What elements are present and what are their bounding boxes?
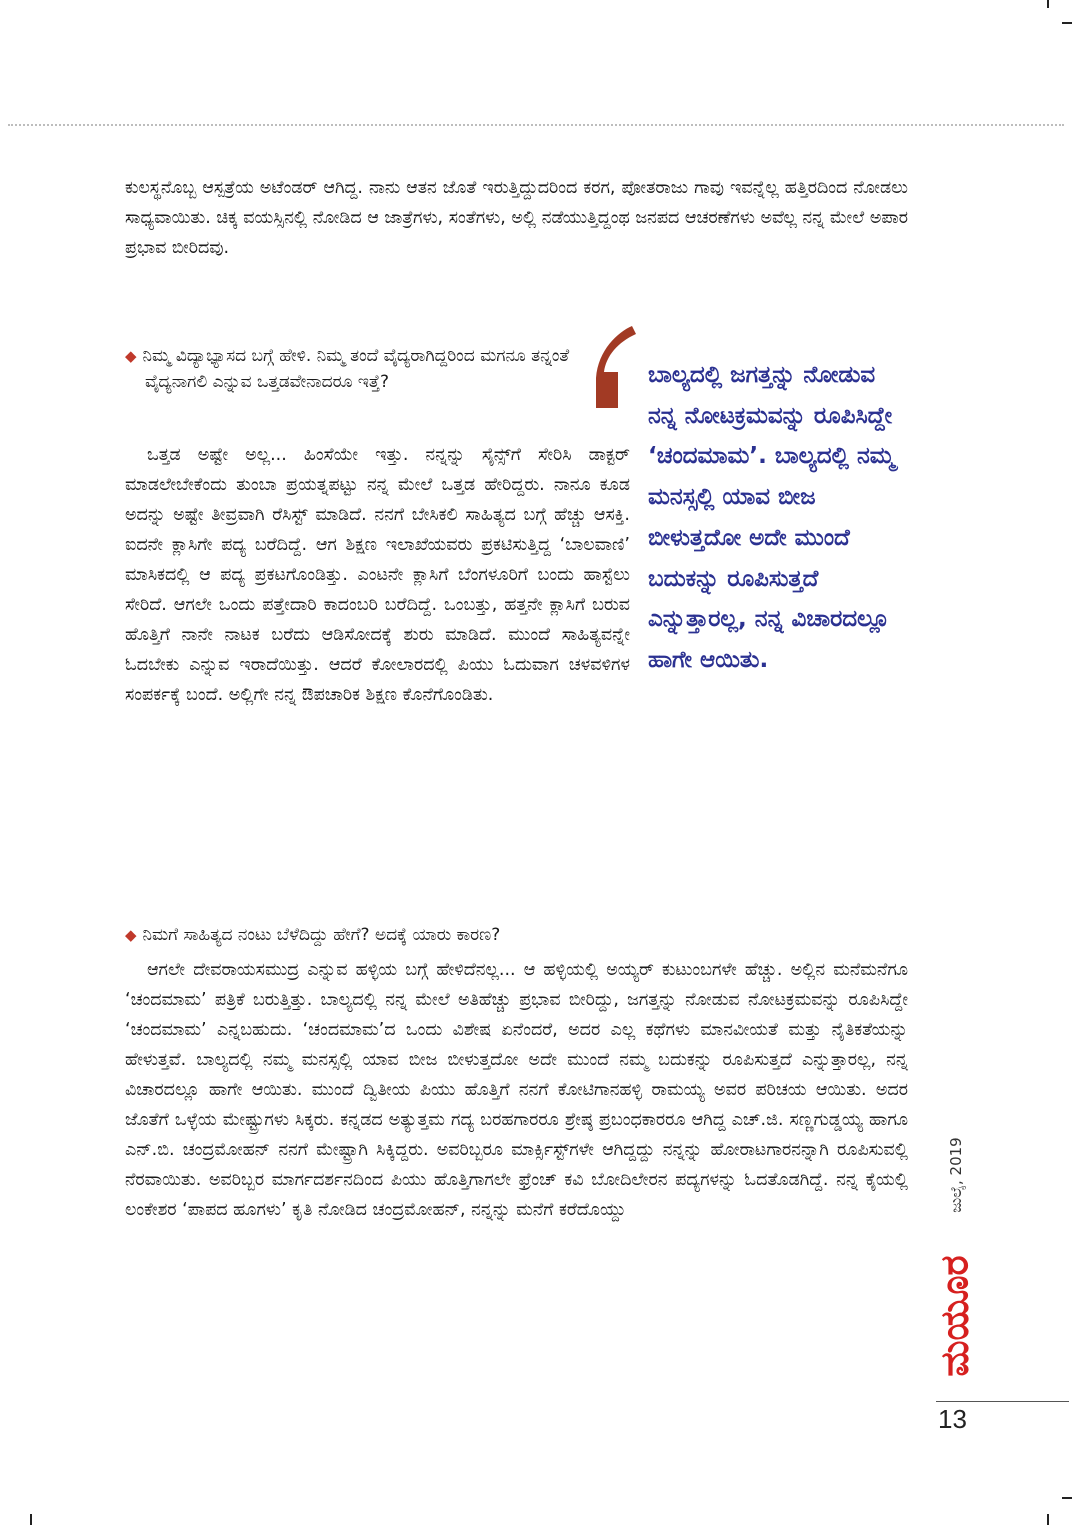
issue-date-text: ಜುಲೈ, 2019 [947,1137,965,1213]
magazine-logo-text: ಮಯೂರ [932,1255,977,1377]
question-1-text: ನಿಮ್ಮ ವಿದ್ಯಾಭ್ಯಾಸದ ಬಗ್ಗೆ ಹೇಳಿ. ನಿಮ್ಮ ತಂದೆ ವೈದ್ಯರಾಗಿದ್ದರಿಂದ ಮಗನೂ ತನ್ನಂತೆ ವೈದ್ಯನಾಗಲಿ ಎನ್ನುವ ಒತ್ತಡವೇನಾದರೂ ಇತ್ತೆ? [142,346,570,392]
crop-mark-bottom-right-vertical [1047,1514,1049,1525]
page-number: 13 [938,1404,967,1434]
crop-mark-bottom [30,1514,32,1525]
question-2-text: ನಿಮಗೆ ಸಾಹಿತ್ಯದ ನಂಟು ಬೆಳೆದಿದ್ದು ಹೇಗೆ? ಅದಕ್ಕೆ ಯಾರು ಕಾರಣ? [142,925,501,945]
crop-mark-bottom-right [1062,1497,1072,1499]
magazine-logo [930,1250,980,1382]
diamond-bullet-icon: ◆ [125,926,137,944]
issue-date [936,1115,976,1235]
answer-2-paragraph: ಆಗಲೇ ದೇವರಾಯಸಮುದ್ರ ಎನ್ನುವ ಹಳ್ಳಿಯ ಬಗ್ಗೆ ಹೇಳಿದೆನಲ್ಲ... ಆ ಹಳ್ಳಿಯಲ್ಲಿ ಅಯ್ಯರ್ ಕುಟುಂಬಗಳೇ ಹೆಚ್ಚು. ಅಲ್ಲಿನ ಮನೆಮನೆಗೂ ‘ಚಂದಮಾಮ’ ಪತ್ರಿಕೆ ಬರುತ್ತಿತ್ತು. ಬಾಲ್ಯದಲ್ಲಿ ನನ್ನ ಮೇಲೆ ಅತಿಹೆಚ್ಚು ಪ್ರಭಾವ ಬೀರಿದ್ದು, ಜಗತ್ತನ್ನು ನೋಡುವ ನೋಟಕ್ರಮವನ್ನು ರೂಪಿಸಿದ್ದೇ ‘ಚಂದಮಾಮ’ ಎನ್ನಬಹುದು. ‘ಚಂದಮಾಮ’ದ ಒಂದು ವಿಶೇಷ ಏನೆಂದರೆ, ಅದರ ಎಲ್ಲ ಕಥೆಗಳು ಮಾನವೀಯತೆ ಮತ್ತು ನೈತಿಕತೆಯನ್ನು ಹೇಳುತ್ತವೆ. ಬಾಲ್ಯದಲ್ಲಿ ನಮ್ಮ ಮನಸ್ಸಲ್ಲಿ ಯಾವ ಬೀಜ ಬೀಳುತ್ತದೋ ಅದೇ ಮುಂದೆ ನಮ್ಮ ಬದುಕನ್ನು ರೂಪಿಸುತ್ತದೆ ಎನ್ನುತ್ತಾರಲ್ಲ, ನನ್ನ ವಿಚಾರದಲ್ಲೂ ಹಾಗೇ ಆಯಿತು. ಮುಂದೆ ದ್ವಿತೀಯ ಪಿಯು ಹೊತ್ತಿಗೆ ನನಗೆ ಕೋಟಿಗಾನಹಳ್ಳಿ ರಾಮಯ್ಯ ಅವರ ಪರಿಚಯ ಆಯಿತು. ಅದರ ಜೊತೆಗೆ ಒಳ್ಳೆಯ ಮೇಷ್ಟ್ರುಗಳು ಸಿಕ್ಕರು. ಕನ್ನಡದ ಅತ್ಯುತ್ತಮ ಗದ್ಯ ಬರಹಗಾರರೂ ಶ್ರೇಷ್ಠ ಪ್ರಬಂಧಕಾರರೂ ಆಗಿದ್ದ ಎಚ್.ಜಿ. ಸಣ್ಣಗುಡ್ಡಯ್ಯ ಹಾಗೂ ಎನ್.ಬಿ. ಚಂದ್ರಮೋಹನ್ ನನಗೆ ಮೇಷ್ಟ್ರಾಗಿ ಸಿಕ್ಕಿದ್ದರು. ಅವರಿಬ್ಬರೂ ಮಾರ್ಕ್ಸಿಸ್ಟ್‌ಗಳೇ ಆಗಿದ್ದದ್ದು ನನ್ನನ್ನು ಹೋರಾಟಗಾರನನ್ನಾಗಿ ರೂಪಿಸುವಲ್ಲಿ ನೆರವಾಯಿತು. ಅವರಿಬ್ಬರ ಮಾರ್ಗದರ್ಶನದಿಂದ ಪಿಯು ಹೊತ್ತಿಗಾಗಲೇ ಫ್ರೆಂಚ್ ಕವಿ ಬೋದಿಲೇರನ ಪದ್ಯಗಳನ್ನು ಓದತೊಡಗಿದ್ದೆ. ನನ್ನ ಕೈಯಲ್ಲಿ ಲಂಕೇಶರ ‘ಪಾಪದ ಹೂಗಳು’ ಕೃತಿ ನೋಡಿದ ಚಂದ್ರಮೋಹನ್, ನನ್ನನ್ನು ಮನೆಗೆ ಕರೆದೊಯ್ದು [125,960,908,1220]
answer-1-paragraph: ಒತ್ತಡ ಅಷ್ಟೇ ಅಲ್ಲ... ಹಿಂಸೆಯೇ ಇತ್ತು. ನನ್ನನ್ನು ಸೈನ್ಸ್‌ಗೆ ಸೇರಿಸಿ ಡಾಕ್ಟರ್ ಮಾಡಲೇಬೇಕೆಂದು ತುಂಬಾ ಪ್ರಯತ್ನಪಟ್ಟು ನನ್ನ ಮೇಲೆ ಒತ್ತಡ ಹೇರಿದ್ದರು. ನಾನೂ ಕೂಡ ಅದನ್ನು ಅಷ್ಟೇ ತೀವ್ರವಾಗಿ ರೆಸಿಸ್ಟ್ ಮಾಡಿದೆ. ನನಗೆ ಬೇಸಿಕಲಿ ಸಾಹಿತ್ಯದ ಬಗ್ಗೆ ಹೆಚ್ಚು ಆಸಕ್ತಿ. ಐದನೇ ಕ್ಲಾಸಿಗೇ ಪದ್ಯ ಬರೆದಿದ್ದೆ. ಆಗ ಶಿಕ್ಷಣ ಇಲಾಖೆಯವರು ಪ್ರಕಟಿಸುತ್ತಿದ್ದ ‘ಬಾಲವಾಣಿ’ ಮಾಸಿಕದಲ್ಲಿ ಆ ಪದ್ಯ ಪ್ರಕಟಗೊಂಡಿತ್ತು. ಎಂಟನೇ ಕ್ಲಾಸಿಗೆ ಬೆಂಗಳೂರಿಗೆ ಬಂದು ಹಾಸ್ಟೆಲು ಸೇರಿದೆ. ಆಗಲೇ ಒಂದು ಪತ್ತೇದಾರಿ ಕಾದಂಬರಿ ಬರೆದಿದ್ದೆ. ಒಂಬತ್ತು, ಹತ್ತನೇ ಕ್ಲಾಸಿಗೆ ಬರುವ ಹೊತ್ತಿಗೆ ನಾನೇ ನಾಟಕ ಬರೆದು ಆಡಿಸೋದಕ್ಕೆ ಶುರು ಮಾಡಿದೆ. ಮುಂದೆ ಸಾಹಿತ್ಯವನ್ನೇ ಓದಬೇಕು ಎನ್ನುವ ಇರಾದೆಯಿತ್ತು. ಆದರೆ ಕೋಲಾರದಲ್ಲಿ ಪಿಯು ಓದುವಾಗ ಚಳವಳಿಗಳ ಸಂಪರ್ಕಕ್ಕೆ ಬಂದೆ. ಅಲ್ಲಿಗೇ ನನ್ನ ಔಪಚಾರಿಕ ಶಿಕ್ಷಣ ಕೊನೆಗೊಂಡಿತು. [125,445,630,705]
footer-rule [936,1401,1069,1402]
dotted-separator [8,124,1064,126]
diamond-bullet-icon: ◆ [125,347,137,365]
question-2 [125,922,905,948]
pull-quote: ಬಾಲ್ಯದಲ್ಲಿ ಜಗತ್ತನ್ನು ನೋಡುವ ನನ್ನ ನೋಟಕ್ರಮವನ್ನು ರೂಪಿಸಿದ್ದೇ ‘ಚಂದಮಾಮ’. ಬಾಲ್ಯದಲ್ಲಿ ನಮ್ಮ ಮನಸ್ಸಲ್ಲಿ ಯಾವ ಬೀಜ ಬೀಳುತ್ತದೋ ಅದೇ ಮುಂದೆ ಬದುಕನ್ನು ರೂಪಿಸುತ್ತದೆ ಎನ್ನುತ್ತಾರಲ್ಲ, ನನ್ನ ವಿಚಾರದಲ್ಲೂ ಹಾಗೇ ಆಯಿತು. [648,362,895,673]
question-1 [125,343,595,395]
crop-mark-top-right [1062,22,1072,24]
quote-mark-icon [588,322,640,412]
crop-mark-top [1047,0,1049,8]
intro-paragraph: ಕುಲಸ್ಥನೊಬ್ಬ ಆಸ್ಪತ್ರೆಯ ಅಟೆಂಡರ್ ಆಗಿದ್ದ. ನಾನು ಆತನ ಜೊತೆ ಇರುತ್ತಿದ್ದುದರಿಂದ ಕರಗ, ಪೋತರಾಜು ಗಾವು ಇವನ್ನೆಲ್ಲ ಹತ್ತಿರದಿಂದ ನೋಡಲು ಸಾಧ್ಯವಾಯಿತು. ಚಿಕ್ಕ ವಯಸ್ಸಿನಲ್ಲಿ ನೋಡಿದ ಆ ಜಾತ್ರೆಗಳು, ಸಂತೆಗಳು, ಅಲ್ಲಿ ನಡೆಯುತ್ತಿದ್ದಂಥ ಜನಪದ ಆಚರಣೆಗಳು ಅವೆಲ್ಲ ನನ್ನ ಮೇಲೆ ಅಪಾರ ಪ್ರಭಾವ ಬೀರಿದವು. [125,178,908,258]
